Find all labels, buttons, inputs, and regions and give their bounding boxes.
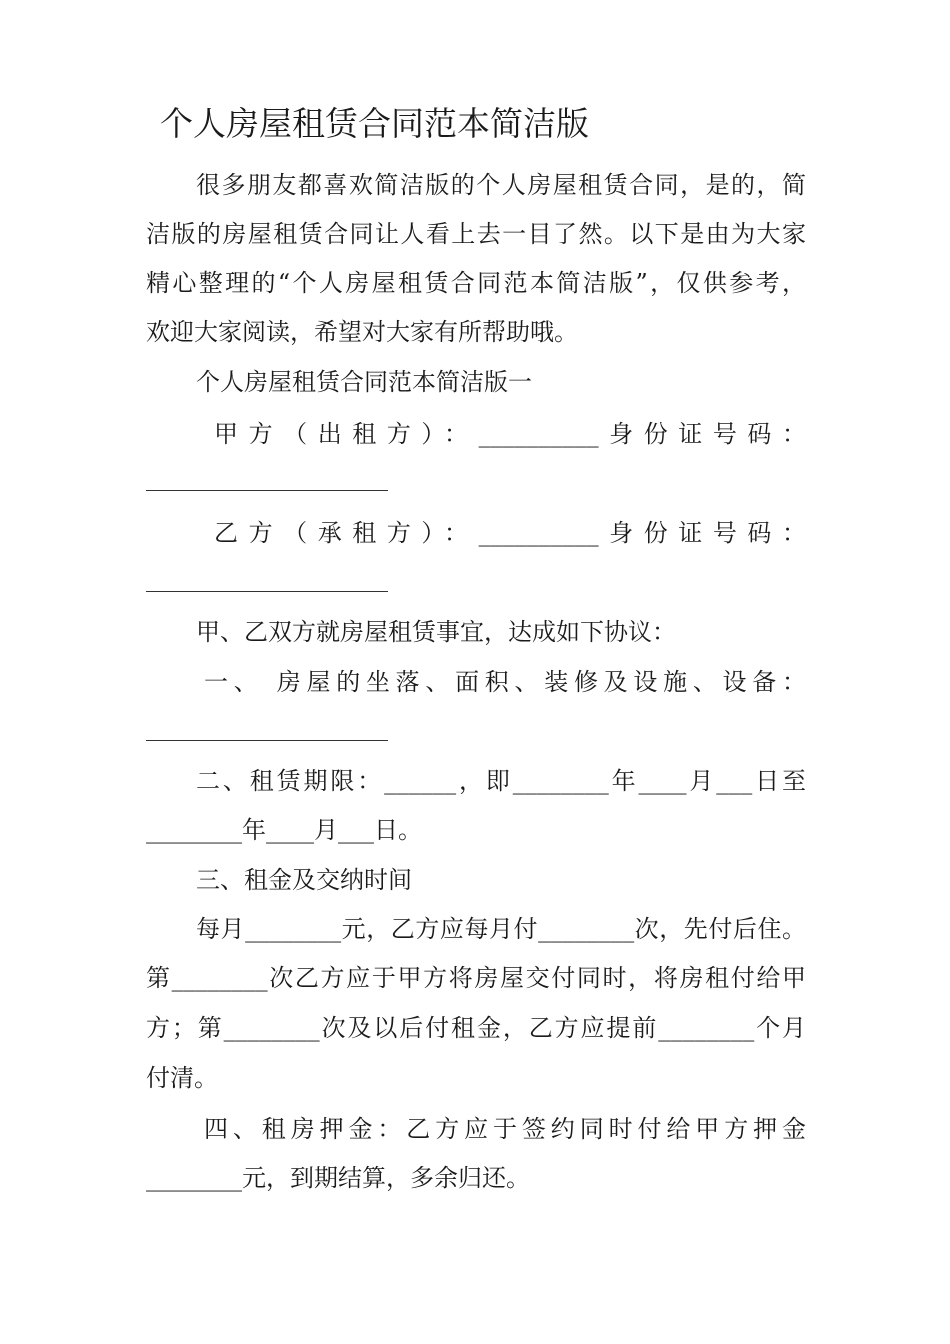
clause-4-line-1: 四、租房押金：乙方应于签约同时付给甲方押金: [204, 1115, 806, 1143]
clause-3-line-3: 方；第________次及以后付租金，乙方应提前________个月: [146, 1014, 806, 1042]
intro-line-4: 欢迎大家阅读，希望对大家有所帮助哦。: [146, 318, 578, 346]
clause-3-line-4: 付清。: [146, 1064, 218, 1092]
clause-1-blank: [146, 740, 388, 741]
party-a-line: 甲方（出租方）：__________身份证号码：: [214, 420, 806, 448]
party-b-line: 乙方（承租方）：__________身份证号码：: [214, 519, 806, 547]
clause-3-heading: 三、租金及交纳时间: [196, 866, 412, 894]
document-title: 个人房屋租赁合同范本简洁版: [160, 104, 589, 143]
party-a-id-blank: [146, 490, 388, 491]
intro-line-3: 精心整理的“个人房屋租赁合同范本简洁版”，仅供参考，: [146, 269, 806, 297]
clause-2-line-2: ________年____月___日。: [146, 816, 422, 844]
section-heading: 个人房屋租赁合同范本简洁版一: [196, 368, 532, 396]
party-b-id-blank: [146, 591, 388, 592]
clause-3-line-2: 第________次乙方应于甲方将房屋交付同时，将房租付给甲: [146, 964, 806, 992]
intro-line-1: 很多朋友都喜欢简洁版的个人房屋租赁合同，是的，简: [196, 171, 806, 199]
agreement-line: 甲、乙双方就房屋租赁事宜，达成如下协议：: [196, 618, 676, 646]
clause-2-line-1: 二、租赁期限：______，即________年____月___日至: [196, 767, 806, 795]
intro-line-2: 洁版的房屋租赁合同让人看上去一目了然。以下是由为大家: [146, 220, 806, 248]
clause-3-line-1: 每月________元，乙方应每月付________次，先付后住。: [196, 915, 806, 943]
clause-4-line-2: ________元，到期结算，多余归还。: [146, 1164, 530, 1192]
clause-1-line: 一、 房屋的坐落、面积、装修及设施、设备：: [204, 668, 806, 696]
